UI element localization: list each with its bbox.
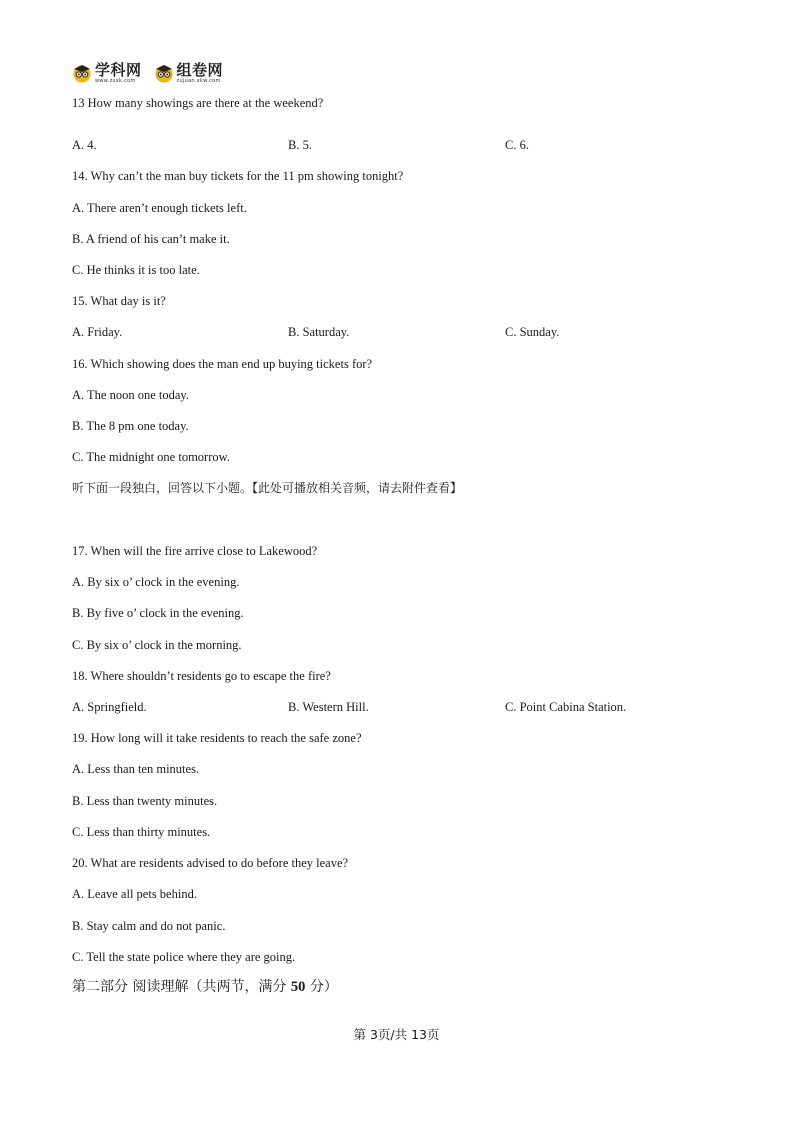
owl-icon (154, 63, 174, 83)
q16-option-b: B. The 8 pm one today. (72, 419, 189, 433)
q19-question: 19. How long will it take residents to reach the safe zone? (72, 731, 362, 745)
q19-option-c: C. Less than thirty minutes. (72, 825, 211, 839)
section-heading-suffix: 分） (305, 979, 338, 995)
q15-option-a: A. Friday. (72, 325, 123, 339)
q18-option-a: A. Springfield. (72, 700, 147, 714)
page-number: 第 3页/共 13页 (353, 1027, 440, 1042)
q15-question: 15. What day is it? (72, 294, 166, 308)
section-heading-score: 50 (290, 979, 306, 995)
logo2-name: 组卷网 (176, 60, 224, 79)
q16-question: 16. Which showing does the man end up buying tickets for? (72, 357, 373, 371)
q17-option-c: C. By six o’ clock in the morning. (72, 638, 242, 652)
q13-option-c: C. 6. (505, 138, 529, 152)
owl-icon (72, 63, 92, 83)
header-logos (72, 58, 235, 88)
q18-question: 18. Where shouldn’t residents go to escape the fire? (72, 669, 331, 683)
q14-option-b: B. A friend of his can’t make it. (72, 232, 230, 246)
q20-option-b: B. Stay calm and do not panic. (72, 919, 226, 933)
listening-instruction: 听下面一段独白，回答以下小题。【此处可播放相关音频，请去附件查看】 (72, 481, 463, 495)
q16-option-a: A. The noon one today. (72, 388, 189, 402)
q17-question: 17. When will the fire arrive close to Lakewood? (72, 544, 318, 558)
section-heading-prefix: 第二部分 阅读理解（共两节，满分 (72, 979, 291, 995)
logo2-url: zujuan.xkw.com (176, 77, 221, 84)
q17-option-a: A. By six o’ clock in the evening. (72, 575, 240, 589)
q14-option-c: C. He thinks it is too late. (72, 263, 200, 277)
q13-option-a: A. 4. (72, 138, 97, 152)
q13-question: 13 How many showings are there at the weekend? (72, 96, 324, 110)
zxxk-logo (72, 60, 142, 84)
q17-option-b: B. By five o’ clock in the evening. (72, 606, 244, 620)
q19-option-a: A. Less than ten minutes. (72, 762, 200, 776)
zujuan-logo (154, 60, 224, 84)
q18-option-b: B. Western Hill. (288, 700, 369, 714)
q20-option-a: A. Leave all pets behind. (72, 887, 197, 901)
section-heading (72, 979, 338, 995)
q16-option-c: C. The midnight one tomorrow. (72, 450, 230, 464)
q13-option-b: B. 5. (288, 138, 312, 152)
q18-option-c: C. Point Cabina Station. (505, 700, 627, 714)
q15-option-c: C. Sunday. (505, 325, 560, 339)
q14-question: 14. Why can’t the man buy tickets for the 11 pm showing tonight? (72, 169, 404, 183)
logo1-name: 学科网 (95, 60, 142, 79)
q15-option-b: B. Saturday. (288, 325, 350, 339)
q19-option-b: B. Less than twenty minutes. (72, 794, 218, 808)
q20-option-c: C. Tell the state police where they are going. (72, 950, 296, 964)
q14-option-a: A. There aren’t enough tickets left. (72, 201, 247, 215)
logo1-url: www.zxxk.com (95, 77, 136, 84)
q20-question: 20. What are residents advised to do before they leave? (72, 856, 349, 870)
